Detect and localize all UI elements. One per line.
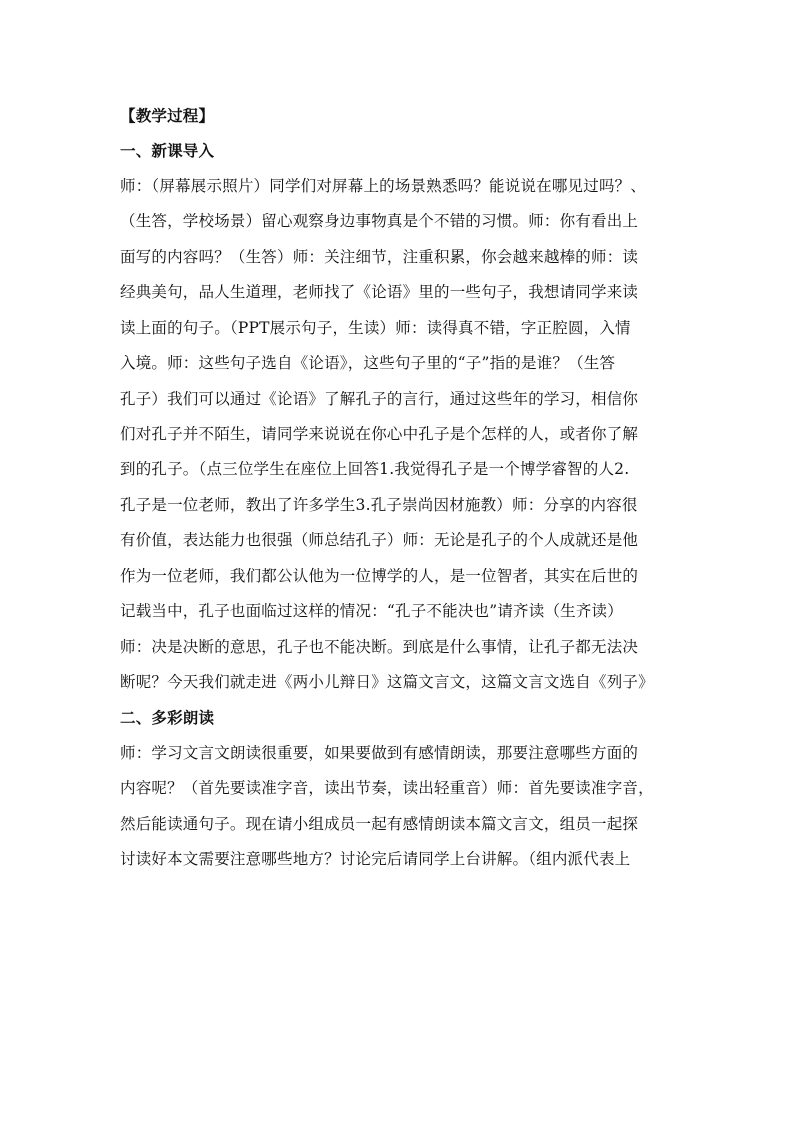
paragraph-line: 入境。师：这些句子选自《论语》，这些句子里的“子”指的是谁？（生答 — [120, 354, 616, 373]
paragraph-line: 到的孔子。（点三位学生在座位上回答1.我觉得孔子是一个博学睿智的人2. — [120, 460, 630, 479]
section-heading: 【教学过程】 — [120, 106, 215, 125]
paragraph-line: 们对孔子并不陌生，请同学来说说在你心中孔子是个怎样的人，或者你了解 — [120, 424, 639, 443]
paragraph-line: 孔子是一位老师，教出了许多学生3.孔子崇尚因材施教）师：分享的内容很 — [120, 495, 638, 514]
section-heading: 一、新课导入 — [120, 141, 215, 161]
paragraph-line: 面写的内容吗？（生答）师：关注细节，注重积累，你会越来越棒的师：读 — [120, 247, 639, 266]
paragraph-line: 然后能读通句子。现在请小组成员一起有感情朗读本篇文言文，组员一起探 — [120, 814, 639, 833]
paragraph-line: 作为一位老师，我们都公认他为一位博学的人，是一位智者，其实在后世的 — [120, 566, 639, 585]
paragraph-line: 读上面的句子。（PPT展示句子，生读）师：读得真不错，字正腔圆，入情 — [120, 318, 631, 337]
section-heading: 二、多彩朗读 — [120, 708, 215, 728]
paragraph-line: 孔子）我们可以通过《论语》了解孔子的言行，通过这些年的学习，相信你 — [120, 389, 639, 408]
paragraph-line: 记载当中，孔子也面临过这样的情况：“孔子不能决也”请齐读（生齐读） — [120, 602, 623, 621]
paragraph-line: 师：（屏幕展示照片）同学们对屏幕上的场景熟悉吗？能说说在哪见过吗？、 — [120, 176, 647, 195]
paragraph-line: 经典美句，品人生道理，老师找了《论语》里的一些句子，我想请同学来读 — [120, 283, 639, 302]
paragraph-line: 师：学习文言文朗读很重要，如果要做到有感情朗读，那要注意哪些方面的 — [120, 743, 639, 762]
paragraph-line: 内容呢？（首先要读准字音，读出节奏，读出轻重音）师：首先要读准字音， — [120, 779, 654, 798]
paragraph-line: 有价值，表达能力也很强（师总结孔子）师：无论是孔子的个人成就还是他 — [120, 531, 639, 550]
paragraph-line: 断呢？今天我们就走进《两小儿辩日》这篇文言文，这篇文言文选自《列子》 — [120, 673, 654, 691]
paragraph-line: （生答，学校场景）留心观察身边事物真是个不错的习惯。师：你有看出上 — [120, 212, 639, 231]
document-body — [120, 98, 692, 878]
paragraph-line: 师：决是决断的意思，孔子也不能决断。到底是什么事情，让孔子都无法决 — [120, 637, 639, 656]
paragraph-line: 讨读好本文需要注意哪些地方？讨论完后请同学上台讲解。（组内派代表上 — [120, 850, 631, 869]
